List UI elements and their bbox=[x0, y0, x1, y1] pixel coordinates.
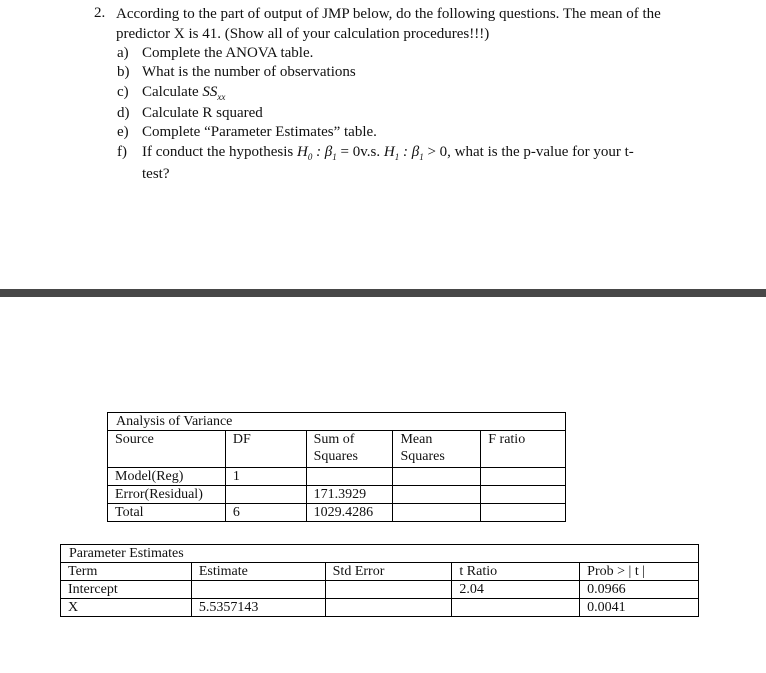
part-text-wrap bbox=[142, 143, 634, 167]
part-text-after: , what is the p-value for your t- bbox=[447, 144, 634, 160]
cell bbox=[225, 486, 306, 504]
part-label: b) bbox=[117, 64, 130, 80]
pe-header-estimate: Estimate bbox=[191, 563, 325, 581]
table-row bbox=[108, 504, 566, 522]
cell: 171.3929 bbox=[306, 486, 393, 504]
cell bbox=[325, 599, 452, 617]
cell: Intercept bbox=[61, 581, 192, 599]
anova-header-ms: Mean Squares bbox=[393, 431, 481, 468]
pe-header-term: Term bbox=[61, 563, 192, 581]
part-label: a) bbox=[117, 45, 129, 61]
cell bbox=[452, 599, 580, 617]
cell: 1029.4286 bbox=[306, 504, 393, 522]
anova-header-f: F ratio bbox=[481, 431, 566, 468]
cell: 0.0966 bbox=[580, 581, 699, 599]
cell: Total bbox=[108, 504, 226, 522]
anova-header-ss: Sum of Squares bbox=[306, 431, 393, 468]
anova-title: Analysis of Variance bbox=[108, 413, 566, 431]
part-label: d) bbox=[117, 105, 130, 121]
parameter-estimates-table bbox=[60, 544, 699, 617]
part-text: Complete the ANOVA table. bbox=[142, 45, 314, 61]
cell: 0.0041 bbox=[580, 599, 699, 617]
anova-table bbox=[107, 412, 566, 522]
cell bbox=[325, 581, 452, 599]
part-text: If conduct the hypothesis bbox=[142, 144, 294, 160]
pe-header-prob: Prob > | t | bbox=[580, 563, 699, 581]
math-ss: SS bbox=[202, 84, 218, 100]
cell: 1 bbox=[225, 468, 306, 486]
math-h0: $H_0$ : $\beta_1 = 0$ bbox=[296, 144, 361, 162]
cell bbox=[481, 486, 566, 504]
cell: Error(Residual) bbox=[108, 486, 226, 504]
section-divider bbox=[0, 289, 766, 297]
cell bbox=[393, 486, 481, 504]
question-number: 2. bbox=[94, 5, 106, 21]
part-text: Calculate bbox=[142, 84, 199, 100]
cell: X bbox=[61, 599, 192, 617]
cell: 5.5357143 bbox=[191, 599, 325, 617]
table-row bbox=[108, 486, 566, 504]
question-text: According to the part of output of JMP below, do the following questions. The mean of the predictor X is 41. (Show all of your calculation procedures!!!) bbox=[116, 6, 661, 42]
cell bbox=[393, 468, 481, 486]
pe-header-t-ratio: t Ratio bbox=[452, 563, 580, 581]
anova-header-df: DF bbox=[225, 431, 306, 468]
cell bbox=[481, 504, 566, 522]
cell bbox=[306, 468, 393, 486]
cell: 6 bbox=[225, 504, 306, 522]
cell: Model(Reg) bbox=[108, 468, 226, 486]
part-label: f) bbox=[117, 144, 127, 160]
pe-title: Parameter Estimates bbox=[61, 545, 699, 563]
part-text: Calculate R squared bbox=[142, 105, 263, 121]
part-text: Complete “Parameter Estimates” table. bbox=[142, 124, 377, 140]
part-text: test? bbox=[142, 166, 170, 182]
cell: 2.04 bbox=[452, 581, 580, 599]
math-ss-sub: xx bbox=[217, 92, 226, 102]
cell bbox=[393, 504, 481, 522]
math-h1: $H_1$ : $\beta_1 > 0$ bbox=[383, 144, 448, 162]
table-row bbox=[61, 581, 699, 599]
part-text: What is the number of observations bbox=[142, 64, 356, 80]
vs-text: v.s. bbox=[360, 144, 381, 160]
table-row bbox=[108, 468, 566, 486]
anova-header-source: Source bbox=[108, 431, 226, 468]
table-row bbox=[61, 599, 699, 617]
cell bbox=[191, 581, 325, 599]
part-label: c) bbox=[117, 84, 129, 100]
pe-header-std-error: Std Error bbox=[325, 563, 452, 581]
cell bbox=[481, 468, 566, 486]
part-label: e) bbox=[117, 124, 129, 140]
